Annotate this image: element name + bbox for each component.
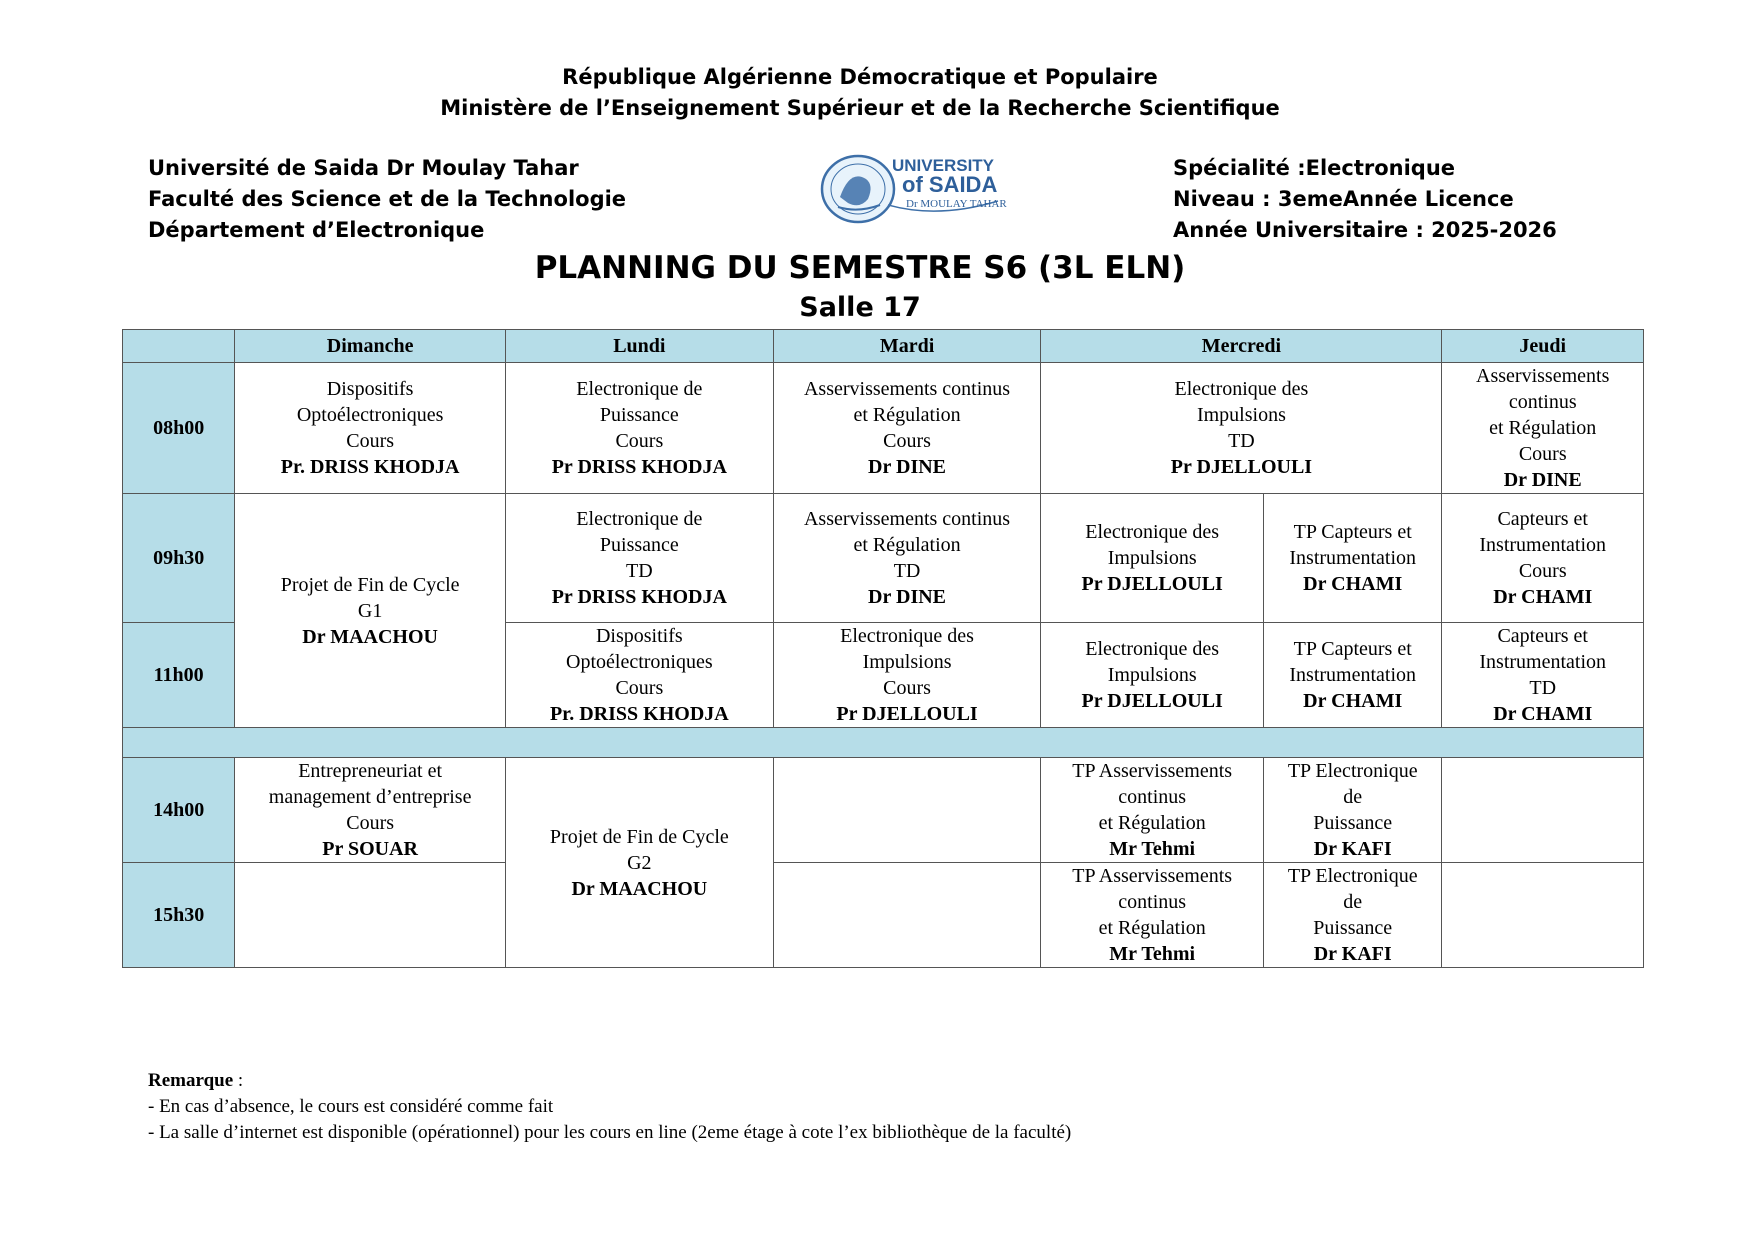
day-header-dimanche: Dimanche (235, 330, 506, 363)
teacher-name: Dr CHAMI (1303, 690, 1403, 712)
specialite: Spécialité :Electronique (1173, 156, 1456, 180)
empty-cell (773, 758, 1041, 863)
teacher-name: Dr KAFI (1313, 838, 1392, 860)
room-subtitle: Salle 17 (799, 292, 921, 323)
course-cell: Asservissements continus et Régulation Cours Dr DINE (1442, 363, 1644, 494)
course-cell: Electronique des Impulsions Pr DJELLOULI (1041, 623, 1264, 728)
course-cell: Electronique des Impulsions TD Pr DJELLOULI (1041, 363, 1442, 494)
empty-cell (235, 863, 506, 968)
course-cell: Electronique de Puissance TD Pr DRISS KHODJA (505, 494, 773, 623)
schedule-row-0930 (123, 494, 1644, 623)
course-cell: Dispositifs Optoélectroniques Cours Pr. DRISS KHODJA (235, 363, 506, 494)
teacher-name: Dr DINE (1503, 469, 1582, 491)
teacher-name: Dr CHAMI (1493, 703, 1593, 725)
teacher-name: Pr DRISS KHODJA (551, 456, 727, 478)
logo-text-moulay-tahar: Dr MOULAY TAHAR (906, 198, 1007, 210)
day-header-mercredi: Mercredi (1041, 330, 1442, 363)
course-cell: Dispositifs Optoélectroniques Cours Pr. DRISS KHODJA (505, 623, 773, 728)
course-cell: Asservissements continus et Régulation Cours Dr DINE (773, 363, 1041, 494)
teacher-name: Mr Tehmi (1109, 838, 1196, 860)
schedule-table (122, 329, 1644, 968)
document-header (0, 62, 1720, 124)
lunch-break-row (123, 728, 1644, 758)
course-cell: Capteurs et Instrumentation Cours Dr CHAMI (1442, 494, 1644, 623)
schedule-row-1530 (123, 863, 1644, 968)
course-cell: Capteurs et Instrumentation TD Dr CHAMI (1442, 623, 1644, 728)
ministry-line: Ministère de l’Enseignement Supérieur et de la Recherche Scientifique (440, 96, 1280, 120)
course-cell: Asservissements continus et Régulation TD Dr DINE (773, 494, 1041, 623)
teacher-name: Pr. DRISS KHODJA (549, 703, 729, 725)
logo-text-university: UNIVERSITY (892, 156, 995, 175)
teacher-name: Dr CHAMI (1303, 573, 1403, 595)
teacher-name: Pr DRISS KHODJA (551, 586, 727, 608)
niveau: Niveau : 3emeAnnée Licence (1173, 187, 1514, 211)
page-title: PLANNING DU SEMESTRE S6 (3L ELN) (534, 250, 1186, 286)
schedule-row-1400 (123, 758, 1644, 863)
university-logo (818, 149, 1008, 229)
empty-cell (1442, 758, 1644, 863)
course-cell: Electronique des Impulsions Cours Pr DJELLOULI (773, 623, 1041, 728)
remarks-colon: : (233, 1070, 244, 1091)
course-cell: TP Capteurs et Instrumentation Dr CHAMI (1263, 494, 1441, 623)
teacher-name: Pr. DRISS KHODJA (280, 456, 460, 478)
teacher-name: Dr DINE (868, 456, 947, 478)
course-cell: TP Electronique de Puissance Dr KAFI (1263, 758, 1441, 863)
day-header-jeudi: Jeudi (1442, 330, 1644, 363)
course-cell-pfe-g1: Projet de Fin de Cycle G1 Dr MAACHOU (235, 494, 506, 728)
course-cell: Electronique des Impulsions Pr DJELLOULI (1041, 494, 1264, 623)
day-header-mardi: Mardi (773, 330, 1041, 363)
university-name: Université de Saida Dr Moulay Tahar (148, 156, 579, 180)
schedule-row-0800 (123, 363, 1644, 494)
university-info (148, 153, 626, 246)
day-header-lundi: Lundi (505, 330, 773, 363)
department-name: Département d’Electronique (148, 218, 485, 242)
remark-line: - En cas d’absence, le cours est considéré comme fait (148, 1096, 554, 1117)
remark-line: - La salle d’internet est disponible (opérationnel) pour les cours en line (2eme étage à cote l’ex bibliothèque de la faculté) (148, 1122, 1072, 1143)
break-cell (123, 728, 1644, 758)
course-cell: TP Capteurs et Instrumentation Dr CHAMI (1263, 623, 1441, 728)
teacher-name: Pr DJELLOULI (1081, 573, 1223, 595)
remarks-heading (148, 1068, 1071, 1094)
time-slot-0930: 09h30 (123, 494, 235, 623)
time-slot-1530: 15h30 (123, 863, 235, 968)
empty-cell (773, 863, 1041, 968)
time-slot-1400: 14h00 (123, 758, 235, 863)
empty-cell (1442, 863, 1644, 968)
teacher-name: Dr KAFI (1313, 943, 1392, 965)
program-info (1173, 153, 1557, 246)
teacher-name: Mr Tehmi (1109, 943, 1196, 965)
logo-text-saida: of SAIDA (902, 172, 998, 197)
remarks-label: Remarque (148, 1070, 234, 1091)
teacher-name: Dr MAACHOU (571, 877, 708, 900)
teacher-name: Dr MAACHOU (302, 625, 438, 648)
course-cell: TP Asservissements continus et Régulation Mr Tehmi (1041, 758, 1264, 863)
faculty-name: Faculté des Science et de la Technologie (148, 187, 627, 211)
teacher-name: Dr CHAMI (1493, 586, 1593, 608)
remarks-block (148, 1068, 1071, 1146)
teacher-name: Pr SOUAR (322, 838, 418, 860)
time-slot-1100: 11h00 (123, 623, 235, 728)
teacher-name: Pr DJELLOULI (1081, 690, 1223, 712)
course-cell: TP Electronique de Puissance Dr KAFI (1263, 863, 1441, 968)
corner-cell (123, 330, 235, 363)
course-cell-pfe-g2: Projet de Fin de Cycle G2 Dr MAACHOU (505, 758, 773, 968)
course-cell: Entrepreneuriat et management d’entreprise Cours Pr SOUAR (235, 758, 506, 863)
day-header-row (123, 330, 1644, 363)
time-slot-0800: 08h00 (123, 363, 235, 494)
republic-line: République Algérienne Démocratique et Populaire (562, 65, 1158, 89)
annee-universitaire: Année Universitaire : 2025-2026 (1173, 218, 1557, 242)
teacher-name: Pr DJELLOULI (836, 703, 978, 725)
course-cell: TP Asservissements continus et Régulation Mr Tehmi (1041, 863, 1264, 968)
teacher-name: Pr DJELLOULI (1170, 456, 1313, 478)
course-cell: Electronique de Puissance Cours Pr DRISS KHODJA (505, 363, 773, 494)
teacher-name: Dr DINE (868, 586, 947, 608)
